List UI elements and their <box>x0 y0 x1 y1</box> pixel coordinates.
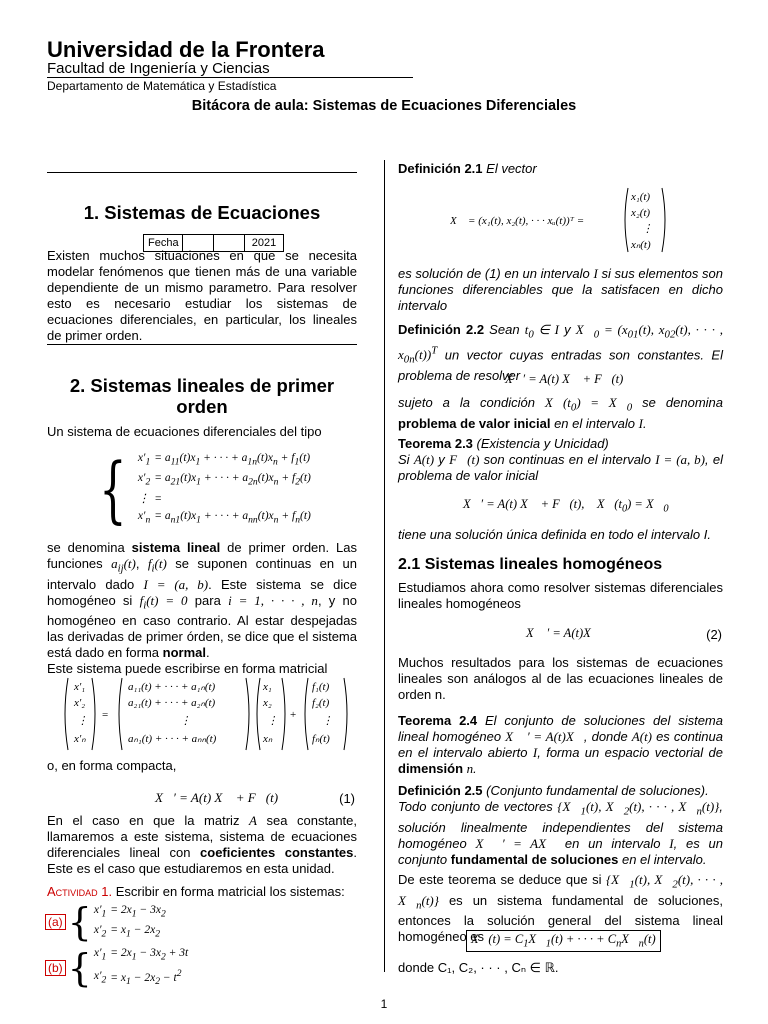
svg-text:X⃗ = (x₁(t), x₂(t), · · · xᵤ(t: X⃗ = (x₁(t), x₂(t), · · · xᵤ(t))ᵀ = <box>450 215 585 227</box>
activity-item-a: (a) { $x'_1$ = $2x_1 - 3x_2$ $x'_2$ = $x_1 - 2x_2$ <box>45 902 168 943</box>
equation-2: X⃗ ′ = A(t)X⃗ <box>526 626 601 640</box>
svg-text:⋮: ⋮ <box>77 715 88 727</box>
definition-name: (Conjunto fundamental de soluciones). <box>486 783 709 798</box>
page-number: 1 <box>380 997 388 1011</box>
definition-label: Definición 2.2 <box>398 322 485 337</box>
definition-2-5: Definición 2.5 (Conjunto fundamental de soluciones). Todo conjunto de vectores {$X⃗_1(t)$, $X⃗_2(t)$, · · · , $X⃗_n(t)$}, solución linealmente independientes del sistema homogéneo X⃗ ′ = AX⃗ en un intervalo I, es un conjunto fundamental de soluciones en el intervalo. <box>398 783 723 867</box>
text-run: Este sistema puede escribirse en forma matricial <box>47 661 328 677</box>
fundamental-set-paragraph: De este teorema se deduce que si {$X⃗_1(t)$, $X⃗_2(t)$, · · · , $X⃗_n(t)$} es un sistema fundamental de soluciones, entonces la solución general del sistema lineal homogéneo es <box>398 872 723 945</box>
activity-1 <box>47 884 357 900</box>
ivp-equation-2: X⃗′ = A(t) X⃗ + F⃗(t), $X⃗(t_0)$ = $X⃗_0$ <box>463 497 669 515</box>
activity-label: Actividad 1. <box>47 884 113 899</box>
svg-text:x₂(t): x₂(t) <box>631 207 651 219</box>
activity-item-b: (b) { $x'_1$ = $2x_1 - 3x_2 + 3t$ $x'_2$ = $x_1 - 2x_2 - t^2$ <box>45 945 190 990</box>
svg-text:x′ₙ: x′ₙ <box>74 733 86 745</box>
section-rule <box>47 344 357 345</box>
matrix-form-equation <box>62 676 362 757</box>
definition-label: Definición 2.1 <box>398 161 483 176</box>
svg-text:fₙ(t): fₙ(t) <box>312 733 330 745</box>
section-1-heading: 1. Sistemas de Ecuaciones <box>83 202 321 223</box>
svg-text:a₁₁(t) + · · · + a₁ₙ(t): a₁₁(t) + · · · + a₁ₙ(t) <box>128 681 216 693</box>
paragraph-many-results: Muchos resultados para los sistemas de ecuaciones lineales son análogos al de las ecuaciones lineales de orden n. <box>398 655 723 702</box>
svg-text:⋮: ⋮ <box>267 715 278 727</box>
theorem-2-4: Teorema 2.4 El conjunto de soluciones del sistema lineal homogéneo X⃗ ′ = A(t)X⃗, donde A(t) es continua en el intervalo abierto I, forma un espacio vectorial de dimensión n. <box>398 713 724 776</box>
section-rule <box>47 172 357 173</box>
definition-2-1 <box>398 161 723 177</box>
section-2-paragraph-3: En el caso en que la matriz A sea constante, llamaremos a este sistema, sistema de ecuaciones diferenciales lineal con coeficientes constantes. Este es el caso que estudiaremos en esta unidad. <box>47 813 358 876</box>
ivp-equation: X⃗′ = A(t) X⃗ + F⃗(t) <box>505 372 624 386</box>
svg-text:⋮: ⋮ <box>180 715 191 727</box>
definition-label: Definición 2.5 <box>398 783 483 798</box>
section-2-paragraph-1: se denomina sistema lineal de primer orden. Las funciones $a_{ij}(t)$, $f_i(t)$ se suponen continuas en un intervalo dado I = (a, b). Este sistema se dice homogéneo si $f_i(t) = 0$ para i = 1, · · · , n, y no homogéneo en caso contrario. Al estar despejadas las derivadas de primer órden, se dice que el sistema está dado en forma normal. Este sistema puede escribirse en forma matricial <box>47 540 358 677</box>
item-b-label: (b) <box>45 960 66 976</box>
section-2-heading: 2. Sistemas lineales de primer orden <box>69 375 335 417</box>
equation-1: X⃗′ = A(t) X⃗ + F⃗(t) <box>155 790 279 805</box>
definition-2-1-after: es solución de (1) en un intervalo I si sus elementos son funciones diferenciables que la satisfacen en dicho intervalo <box>398 266 723 313</box>
svg-text:x₁: x₁ <box>263 681 272 693</box>
svg-text:x′₂: x′₂ <box>74 697 86 709</box>
theorem-2-3: Teorema 2.3 (Existencia y Unicidad) Si A(t) y F⃗(t) son continuas en el intervalo I = (a, b), el problema de valor inicial <box>398 436 724 483</box>
svg-text:xₙ(t): xₙ(t) <box>631 239 651 251</box>
item-a-label: (a) <box>45 914 66 930</box>
department-name: Departamento de Matemática y Estadística <box>47 79 277 93</box>
column-divider <box>384 160 385 972</box>
equation-2-number: (2) <box>706 627 722 642</box>
subsection-2-1-heading: 2.1 Sistemas lineales homogéneos <box>398 556 663 573</box>
section-1-paragraph: Existen muchos situaciones en que se necesita modelar fenómenos que tienen más de una variable dependiente de un mismo parametro. Para resolver esto es necesario estudiar los sistemas de ecuaciones diferenciales, en particular, los lineales de primer orden. <box>47 248 357 343</box>
university-name: Universidad de la Frontera <box>47 37 325 62</box>
svg-text:f₂(t): f₂(t) <box>312 697 330 709</box>
activity-text: Escribir en forma matricial los sistemas: <box>115 884 345 899</box>
svg-text:⋮: ⋮ <box>322 715 333 727</box>
constants-note: donde C₁, C₂, · · · , Cₙ ∈ ℝ. <box>398 960 559 975</box>
vector-x-svg <box>450 186 680 256</box>
matrix-form-svg <box>62 676 362 752</box>
date-label: Fecha <box>144 235 183 251</box>
svg-text:xₙ: xₙ <box>263 733 273 745</box>
subsection-2-1-intro: Estudiamos ahora como resolver sistemas diferenciales lineales homogéneos <box>398 580 723 611</box>
definition-2-2: Definición 2.2 Sean $t_0$ ∈ I y $X⃗_0 = (x_{01}(t)$, $x_{02}(t)$, · · · , $x_{0n}(t))^T$ un vector cuyas entradas son constantes. El problema de resolver <box>398 322 723 383</box>
date-year: 2021 <box>251 237 277 249</box>
definition-text: El vector <box>486 161 537 176</box>
svg-text:x′₁: x′₁ <box>74 681 86 693</box>
faculty-name: Facultad de Ingeniería y Ciencias <box>47 60 270 77</box>
theorem-label: Teorema 2.4 <box>398 713 478 728</box>
definition-2-2-after: sujeto a la condición $X⃗(t_0)$ = $X⃗_0$ se denomina problema de valor inicial en el intervalo I. <box>398 395 723 431</box>
compact-form-intro: o, en forma compacta, <box>47 758 177 773</box>
general-solution-equation: X⃗(t) = $C_1X⃗_1(t)$ + · · · + $C_nX⃗_n(t)$ <box>466 930 661 952</box>
header-rule <box>47 77 413 78</box>
svg-text:⋮: ⋮ <box>642 223 653 235</box>
svg-text:aₙ₁(t) + · · · + aₙₙ(t): aₙ₁(t) + · · · + aₙₙ(t) <box>128 733 217 745</box>
theorem-2-3-after: tiene una solución única definida en todo el intervalo I. <box>398 527 711 542</box>
vector-x-definition <box>450 186 680 261</box>
theorem-label: Teorema 2.3 <box>398 436 473 451</box>
linear-system-equation: { $x'_1$ = $a_{11}(t)x_1$ + · · · + $a_{1n}(t)x_n + f_1(t)$ $x'_2$ = $a_{21}(t)x_1$ + · · · + $a_{2n}(t)x_n + f_2(t)$ ⋮ = $x'_n$ = $a_{n1}(t)x_1$ + · · · + $a_{nn}(t)x_n + f_n(t)$ <box>99 446 311 531</box>
theorem-name: (Existencia y Unicidad) <box>476 436 609 451</box>
svg-text:+: + <box>290 709 297 721</box>
bold-term: sistema lineal <box>131 540 221 555</box>
text-run: se denomina <box>47 540 132 555</box>
section-2-intro: Un sistema de ecuaciones diferenciales del tipo <box>47 424 322 439</box>
document-title: Bitácora de aula: Sistemas de Ecuaciones Diferenciales <box>191 98 577 114</box>
svg-text:x₂: x₂ <box>263 697 272 709</box>
svg-text:=: = <box>102 709 109 721</box>
equation-1-number: (1) <box>339 791 355 806</box>
svg-text:f₁(t): f₁(t) <box>312 681 330 693</box>
svg-text:x₁(t): x₁(t) <box>631 191 651 203</box>
svg-text:a₂₁(t) + · · · + a₂ₙ(t): a₂₁(t) + · · · + a₂ₙ(t) <box>128 697 216 709</box>
